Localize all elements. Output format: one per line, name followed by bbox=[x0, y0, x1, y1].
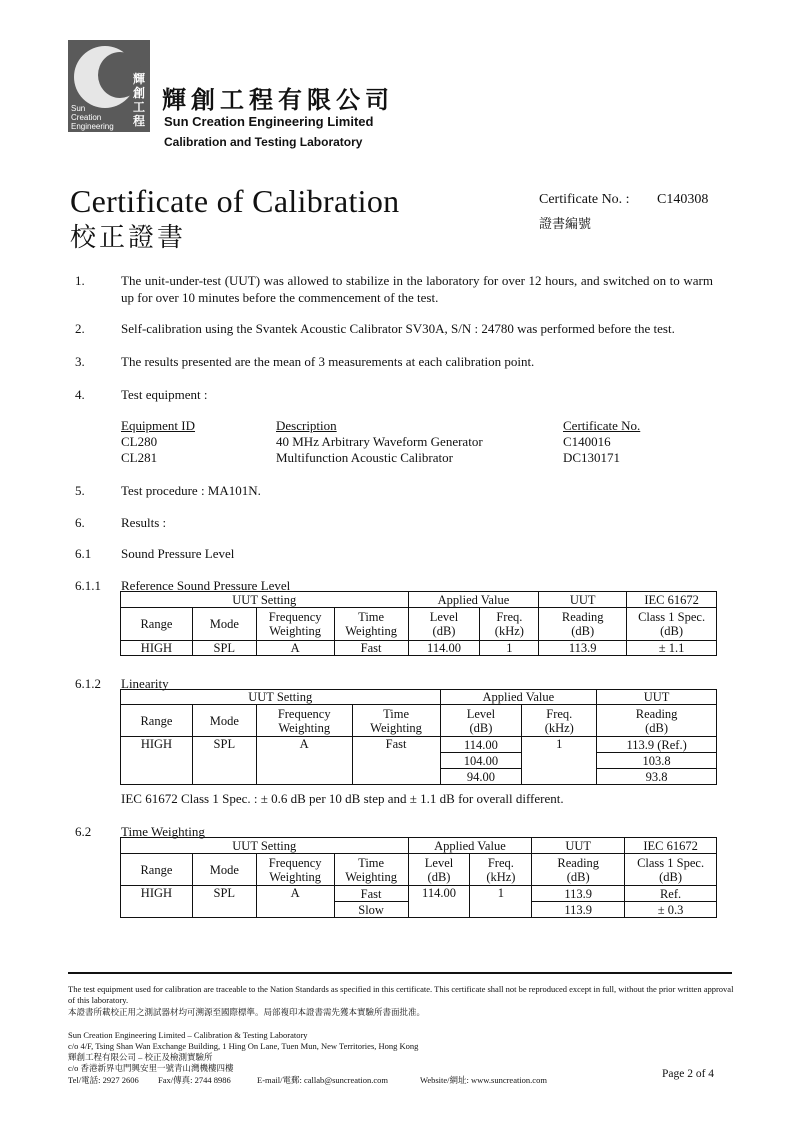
telephone: Tel/電話: 2927 2606 bbox=[68, 1075, 139, 1085]
time-weighting-header: Time Weighting bbox=[334, 608, 408, 641]
level-header: Level (dB) bbox=[408, 854, 470, 886]
reading-header: Reading (dB) bbox=[597, 705, 717, 737]
freq-cell: 1 bbox=[522, 737, 597, 785]
level-cell: 114.00 bbox=[408, 641, 480, 656]
section-number: 6.1.2 bbox=[75, 676, 101, 691]
traceability-note-cn: 本證書所載校正用之測試器材均可溯源至國際標準。局部複印本證書需先獲本實驗所書面批准。 bbox=[68, 1007, 426, 1017]
equipment-header-certificate: Certificate No. bbox=[563, 418, 641, 433]
section-number: 6.2 bbox=[75, 824, 92, 839]
item-number: 5. bbox=[75, 483, 85, 498]
time-weighting-cell: Fast bbox=[334, 641, 408, 656]
item-number: 1. bbox=[75, 273, 85, 288]
mode-header: Mode bbox=[192, 705, 256, 737]
frequency-weighting-header: Frequency Weighting bbox=[256, 705, 352, 737]
freq-header: Freq. (kHz) bbox=[470, 854, 532, 886]
frequency-weighting-header: Frequency Weighting bbox=[256, 854, 334, 886]
reading-cell: 93.8 bbox=[597, 769, 717, 785]
equipment-description: 40 MHz Arbitrary Waveform Generator bbox=[276, 434, 483, 449]
item-number: 2. bbox=[75, 321, 85, 336]
applied-value-header: Applied Value bbox=[440, 690, 597, 705]
iec-header: IEC 61672 bbox=[625, 838, 717, 854]
spec-cell: ± 0.3 bbox=[625, 902, 717, 918]
fax: Fax/傳真: 2744 8986 bbox=[158, 1075, 231, 1085]
section-title: Reference Sound Pressure Level bbox=[121, 578, 291, 593]
range-header: Range bbox=[121, 705, 193, 737]
reference-spl-table bbox=[120, 591, 717, 656]
reading-cell: 113.9 bbox=[539, 641, 627, 656]
equipment-header-description: Description bbox=[276, 418, 337, 433]
reading-cell: 113.9 (Ref.) bbox=[597, 737, 717, 753]
equipment-id: CL280 bbox=[121, 434, 158, 449]
section-number: 6.1 bbox=[75, 546, 92, 561]
section-title: Time Weighting bbox=[121, 824, 205, 839]
uut-setting-header: UUT Setting bbox=[121, 592, 409, 608]
lab-address-line: 輝創工程有限公司 – 校正及檢測實驗所 bbox=[68, 1052, 213, 1062]
item-text: The results presented are the mean of 3 measurements at each calibration point. bbox=[121, 354, 535, 369]
mode-header: Mode bbox=[192, 854, 256, 886]
item-text: Test equipment : bbox=[121, 387, 208, 402]
time-weighting-cell: Fast bbox=[334, 886, 408, 902]
class1-spec-header: Class 1 Spec. (dB) bbox=[625, 854, 717, 886]
frequency-weighting-header: Frequency Weighting bbox=[256, 608, 334, 641]
freq-header: Freq. (kHz) bbox=[522, 705, 597, 737]
mode-cell: SPL bbox=[192, 886, 256, 918]
level-cell: 104.00 bbox=[440, 753, 522, 769]
frequency-weighting-cell: A bbox=[256, 886, 334, 918]
company-logo bbox=[68, 40, 150, 132]
item-number: 3. bbox=[75, 354, 85, 369]
logo-en-word: Sun bbox=[71, 104, 86, 113]
lab-address-line: c/o 4/F, Tsing Shan Wan Exchange Building, 1 Hing On Lane, Tuen Mun, New Territories, Hong Kong bbox=[68, 1041, 419, 1051]
applied-value-header: Applied Value bbox=[408, 838, 532, 854]
linearity-spec-note: IEC 61672 Class 1 Spec. : ± 0.6 dB per 10 dB step and ± 1.1 dB for overall different. bbox=[121, 791, 564, 806]
website: Website/網址: www.suncreation.com bbox=[420, 1075, 547, 1085]
applied-value-header: Applied Value bbox=[408, 592, 539, 608]
time-weighting-cell: Slow bbox=[334, 902, 408, 918]
range-header: Range bbox=[121, 608, 193, 641]
level-header: Level (dB) bbox=[440, 705, 522, 737]
lab-name: Calibration and Testing Laboratory bbox=[164, 135, 363, 149]
range-cell: HIGH bbox=[121, 886, 193, 918]
equipment-certificate: C140016 bbox=[563, 434, 611, 449]
level-cell: 94.00 bbox=[440, 769, 522, 785]
range-cell: HIGH bbox=[121, 641, 193, 656]
equipment-header-id: Equipment ID bbox=[121, 418, 196, 433]
frequency-weighting-cell: A bbox=[256, 737, 352, 785]
equipment-id: CL281 bbox=[121, 450, 158, 465]
item-text: Self-calibration using the Svantek Acoustic Calibrator SV30A, S/N : 24780 was performed before the test. bbox=[121, 321, 675, 336]
range-cell: HIGH bbox=[121, 737, 193, 785]
linearity-table bbox=[120, 689, 717, 785]
certificate-number: C140308 bbox=[657, 192, 709, 207]
uut-setting-header: UUT Setting bbox=[121, 690, 441, 705]
logo-en-word: Creation bbox=[71, 113, 102, 122]
time-weighting-table bbox=[120, 837, 717, 918]
logo-cjk-char: 輝 bbox=[133, 72, 146, 86]
spec-cell: Ref. bbox=[625, 886, 717, 902]
item-text: Results : bbox=[121, 515, 167, 530]
class1-spec-header: Class 1 Spec. (dB) bbox=[627, 608, 717, 641]
section-title: Linearity bbox=[121, 676, 169, 691]
section-title: Sound Pressure Level bbox=[121, 546, 235, 561]
logo-cjk-char: 程 bbox=[133, 114, 146, 128]
lab-address-line: c/o 香港新界屯門興安里一號青山灣機樓四樓 bbox=[68, 1063, 234, 1073]
page-number: Page 2 of 4 bbox=[662, 1068, 715, 1080]
logo-cjk-char: 創 bbox=[133, 86, 146, 100]
item-number: 6. bbox=[75, 515, 85, 530]
footer-divider bbox=[68, 972, 732, 974]
equipment-certificate: DC130171 bbox=[563, 450, 621, 465]
mode-header: Mode bbox=[192, 608, 256, 641]
uut-header: UUT bbox=[597, 690, 717, 705]
reading-header: Reading (dB) bbox=[539, 608, 627, 641]
reading-cell: 113.9 bbox=[532, 886, 625, 902]
lab-address-line: Sun Creation Engineering Limited – Calibration & Testing Laboratory bbox=[68, 1030, 308, 1040]
logo-cjk-char: 工 bbox=[133, 100, 146, 114]
uut-setting-header: UUT Setting bbox=[121, 838, 409, 854]
uut-header: UUT bbox=[532, 838, 625, 854]
equipment-description: Multifunction Acoustic Calibrator bbox=[276, 450, 453, 465]
uut-header: UUT bbox=[539, 592, 627, 608]
email: E-mail/電郵: callab@suncreation.com bbox=[257, 1075, 389, 1085]
section-number: 6.1.1 bbox=[75, 578, 101, 593]
certificate-title: Certificate of Calibration bbox=[70, 183, 400, 219]
freq-header: Freq. (kHz) bbox=[480, 608, 539, 641]
freq-cell: 1 bbox=[470, 886, 532, 918]
iec-header: IEC 61672 bbox=[627, 592, 717, 608]
time-weighting-header: Time Weighting bbox=[334, 854, 408, 886]
traceability-note: The test equipment used for calibration are traceable to the Nation Standards as specified in this certificate. This certificate shall not be reproduced except in full, without the prior written approval of this laboratory. bbox=[68, 984, 734, 1005]
reading-header: Reading (dB) bbox=[532, 854, 625, 886]
reading-cell: 113.9 bbox=[532, 902, 625, 918]
company-name-cn: 輝創工程有限公司 bbox=[162, 87, 394, 114]
item-text: The unit-under-test (UUT) was allowed to stabilize in the laboratory for over 12 hours, and switched on to warm up for over 10 minutes before the commencement of the test. bbox=[121, 273, 713, 305]
item-text: Test procedure : MA101N. bbox=[121, 483, 261, 498]
level-cell: 114.00 bbox=[408, 886, 470, 918]
time-weighting-header: Time Weighting bbox=[352, 705, 440, 737]
spec-cell: ± 1.1 bbox=[627, 641, 717, 656]
range-header: Range bbox=[121, 854, 193, 886]
certificate-number-label-cn: 證書編號 bbox=[539, 216, 592, 231]
mode-cell: SPL bbox=[192, 641, 256, 656]
level-header: Level (dB) bbox=[408, 608, 480, 641]
level-cell: 114.00 bbox=[440, 737, 522, 753]
reading-cell: 103.8 bbox=[597, 753, 717, 769]
company-name-en: Sun Creation Engineering Limited bbox=[164, 114, 374, 129]
time-weighting-cell: Fast bbox=[352, 737, 440, 785]
freq-cell: 1 bbox=[480, 641, 539, 656]
frequency-weighting-cell: A bbox=[256, 641, 334, 656]
item-number: 4. bbox=[75, 387, 85, 402]
mode-cell: SPL bbox=[192, 737, 256, 785]
certificate-title-cn: 校正證書 bbox=[70, 223, 187, 252]
logo-en-word: Engineering bbox=[71, 122, 114, 131]
certificate-number-label: Certificate No. : bbox=[539, 192, 630, 207]
